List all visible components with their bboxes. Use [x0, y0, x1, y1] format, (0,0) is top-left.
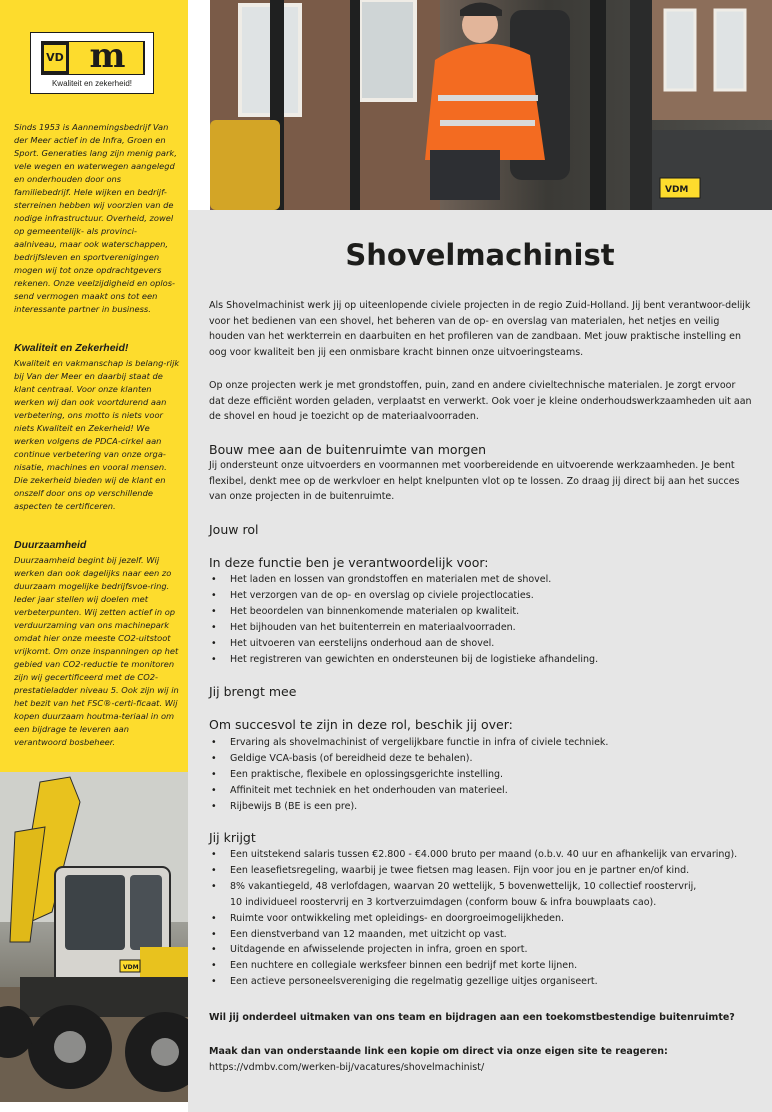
list-item: • Rijbewijs B (BE is een pre). — [209, 799, 759, 815]
list-item: • Ruimte voor ontwikkeling met opleidings- en doorgroeimogelijkheden. — [209, 911, 759, 927]
page-title: Shovelmachinist — [345, 238, 615, 272]
list-item: • Het beoordelen van binnenkomende materialen op kwaliteit. — [209, 604, 759, 620]
closing-question: Wil jij onderdeel uitmaken van ons team en bijdragen aan een toekomstbestendige buitenruimte? — [209, 1012, 735, 1023]
logo-m-text: m — [69, 42, 143, 74]
verantwoordelijk-heading: In deze functie ben je verantwoordelijk voor: — [209, 555, 489, 570]
jouw-rol-heading: Jouw rol — [209, 522, 259, 537]
list-item: • Geldige VCA-basis (of bereidheid deze te behalen). — [209, 751, 759, 767]
list-item: • Het laden en lossen van grondstoffen en materialen met de shovel. — [209, 572, 759, 588]
sidebar-sustainability-heading: Duurzaamheid — [14, 539, 87, 551]
list-item: • Het registreren van gewichten en ondersteunen bij de logistieke afhandeling. — [209, 652, 759, 668]
excavator-photo — [0, 772, 188, 1102]
list-item: • Ervaring als shovelmachinist of vergelijkbare functie in infra of civiele techniek. — [209, 735, 759, 751]
cabin-illustration — [210, 0, 772, 210]
company-logo — [30, 32, 154, 94]
cabin-logo-label: VDM — [665, 185, 689, 195]
sidebar-sustainability-text: Duurzaamheid begint bij jezelf. Wij werken dan ook dagelijks naar een zo duurzaam mogelijke bedrijfsvoe-ring. Ieder jaar stellen wij doelen met verbeterpunten. Wij zetten actief in op verduurzaming van ons machinepark omdat hier onze meeste CO2-uitstoot vrijkomt. Om onze inspanningen op het gebied van CO2-reductie te monitoren zijn wij gecertificeerd met de CO2-prestatieladder niveau 5. Ook zijn wij in het bezit van het FSC®-certi-ficaat. Wij kopen duurzaam houtma-teriaal in om een bijdrage te leveren aan verantwoord bosbeheer. — [14, 555, 179, 747]
sidebar-intro: Sinds 1953 is Aannemingsbedrijf Van der Meer actief in de Infra, Groen en Sport. Generaties lang zijn menig park, vele wegen en waterwegen aangelegd en onderhouden door ons familiebedrijf. Hele wijken en bedrijf-sterreinen hebben wij voorzien van de nodige infrastructuur. Overheid, zowel op gemeentelijk- als provinci-aalniveau, maar ook waterschappen, bedrijfsleven en sportverenigingen mogen wij tot onze opdrachtgevers rekenen. Onze veelzijdigheid en oplos-send vermogen maakt ons tot een interessante partner in business. — [14, 122, 177, 314]
call-to-action: Maak dan van onderstaande link een kopie om direct via onze eigen site te reageren: — [209, 1046, 668, 1057]
list-item: • Het bijhouden van het buitenterrein en materiaalvoorraden. — [209, 620, 759, 636]
list-item: • Een dienstverband van 12 maanden, met uitzicht op vast. — [209, 927, 759, 943]
logo-vd-text: VD — [44, 45, 66, 71]
list-item: • Een uitstekend salaris tussen €2.800 - €4.000 bruto per maand (o.b.v. 40 uur en afhankelijk van ervaring). — [209, 847, 759, 863]
sidebar — [0, 0, 188, 772]
list-item: 10 individueel roostervrij en 3 kortverzuimdagen (conform bouw & infra bouwplaats cao). — [230, 896, 657, 908]
succes-heading: Om succesvol te zijn in deze rol, beschik jij over: — [209, 717, 513, 732]
list-item: • Het uitvoeren van eerstelijns onderhoud aan de shovel. — [209, 636, 759, 652]
list-item: • Een nuchtere en collegiale werksfeer binnen een bedrijf met korte lijnen. — [209, 958, 759, 974]
list-item: • Affiniteit met techniek en het onderhouden van materieel. — [209, 783, 759, 799]
logo-mark — [41, 41, 145, 75]
list-item: • Een praktische, flexibele en oplossingsgerichte instelling. — [209, 767, 759, 783]
shovel-cabin-photo — [210, 0, 772, 210]
jij-brengt-mee-heading: Jij brengt mee — [209, 684, 297, 699]
intro-paragraph-2: Op onze projecten werk je met grondstoffen, puin, zand en andere civieltechnische materialen. Je zorgt ervoor dat deze efficiënt worden geladen, verplaatst en verwerkt. Ook voer je kleine onderhoudswerkzaamheden uit aan de shovel en houd je toezicht op de materiaalvoorraden. — [209, 380, 752, 422]
sidebar-quality-heading: Kwaliteit en Zekerheid! — [14, 342, 129, 354]
sidebar-quality-text: Kwaliteit en vakmanschap is belang-rijk bij Van der Meer en daarbij staat de klant centraal. Voor onze klanten werken wij dan ook voortdurend aan verbetering, ons motto is niets voor niets Kwaliteit en Zekerheid! We werken volgens de PDCA-cirkel aan continue verbetering van onze orga-nisatie, machines en vooral mensen. Die zekerheid bieden wij de klant en onszelf door ons op verschillende aspecten te certificeren. — [14, 358, 180, 511]
vacancy-link[interactable]: https://vdmbv.com/werken-bij/vacatures/shovelmachinist/ — [209, 1062, 485, 1073]
vacancy-content — [188, 210, 772, 1112]
logo-tagline: Kwaliteit en zekerheid! — [51, 79, 133, 88]
list-item: • Een actieve personeelsvereniging die regelmatig gezellige uitjes organiseert. — [209, 974, 759, 990]
list-item: • Uitdagende en afwisselende projecten in infra, groen en sport. — [209, 942, 759, 958]
responsibilities-list — [209, 572, 759, 667]
list-item: • Een leasefietsregeling, waarbij je twee fietsen mag leasen. Fijn voor jou en je partner en/of kind. — [209, 863, 759, 879]
intro-paragraph-1: Als Shovelmachinist werk jij op uiteenlopende civiele projecten in de regio Zuid-Holland. Jij bent verantwoor-delijk voor het bedienen van een shovel, het beheren van de op- en overslag van materialen, het netjes en veilig houden van het werkterrein en daarbuiten en het profileren van de zandbaan. Met jouw praktische instelling en oog voor kwaliteit ben jij een onmisbare kracht binnen onze uitvoeringsteams. — [209, 300, 751, 358]
bouw-paragraph: Jij ondersteunt onze uitvoerders en voormannen met voorbereidende en uitvoerende werkzaamheden. Je bent flexibel, denkt mee op de werkvloer en helpt knelpunten vlot op te lossen. Zo draag jij direct bij aan het succes van onze projecten in de buitenruimte. — [209, 460, 740, 502]
list-item: • 8% vakantiegeld, 48 verlofdagen, waarvan 20 wettelijk, 5 bovenwettelijk, 10 collectief roostervrij, — [209, 879, 759, 895]
jij-krijgt-heading: Jij krijgt — [209, 830, 256, 845]
list-item: • Het verzorgen van de op- en overslag op civiele projectlocaties. — [209, 588, 759, 604]
requirements-list — [209, 735, 759, 815]
bouw-heading: Bouw mee aan de buitenruimte van morgen — [209, 442, 487, 457]
benefits-list — [209, 847, 759, 990]
machine-logo-label: VDM — [123, 964, 139, 971]
excavator-illustration — [0, 772, 188, 1102]
